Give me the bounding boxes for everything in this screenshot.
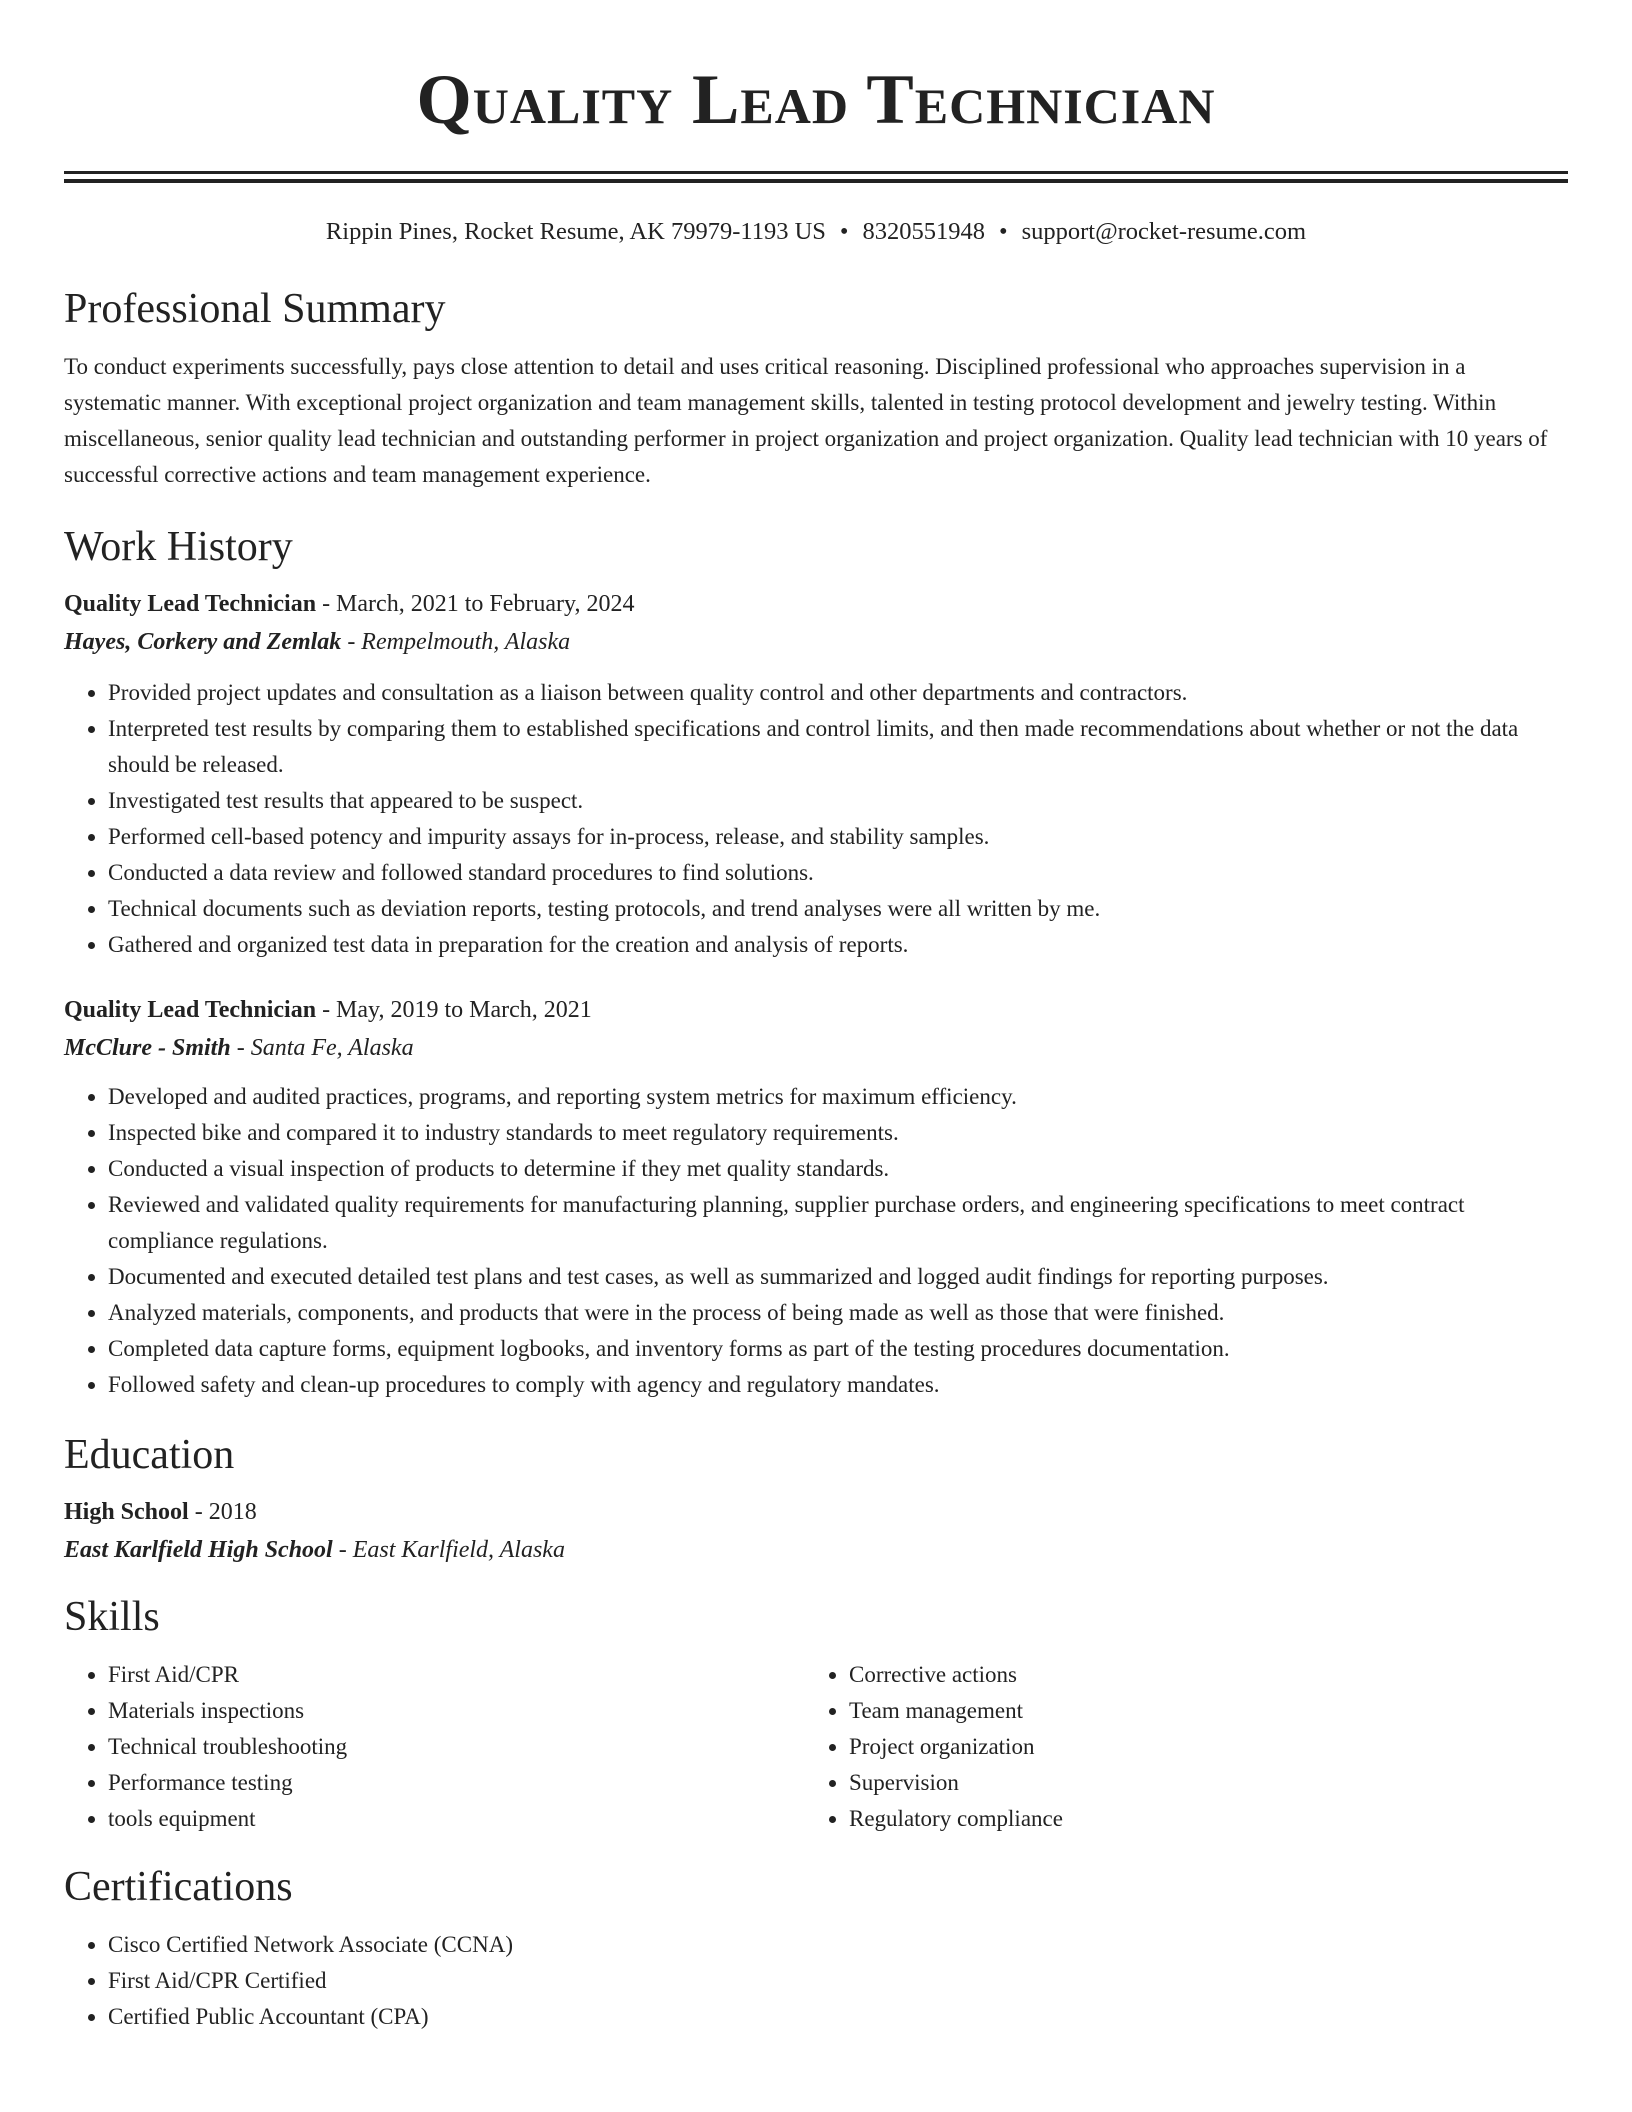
job-company-line [64, 1029, 1568, 1067]
job-company: McClure - Smith [64, 1035, 231, 1061]
list-item: • Followed safety and clean-up procedures to comply with agency and regulatory mandates. [108, 1367, 1568, 1403]
certification-item: • Certified Public Accountant (CPA) [108, 1999, 1568, 2035]
skills-columns [64, 1657, 1568, 1837]
list-item: • Conducted a visual inspection of products to determine if they met quality standards. [108, 1151, 1568, 1187]
list-item: • Inspected bike and compared it to industry standards to meet regulatory requirements. [108, 1115, 1568, 1151]
job-location: - Santa Fe, Alaska [230, 1035, 414, 1061]
skill-item: • Technical troubleshooting [108, 1729, 805, 1765]
skill-item: • Corrective actions [849, 1657, 1546, 1693]
skill-item: • Team management [849, 1693, 1546, 1729]
contact-line [64, 215, 1568, 249]
list-item: • Reviewed and validated quality requirements for manufacturing planning, supplier purchase orders, and engineering specifications to meet contract compliance regulations. [108, 1187, 1568, 1259]
job-bullets [64, 1079, 1568, 1403]
job-entry [64, 585, 1568, 963]
job-company-line [64, 623, 1568, 661]
skill-item: • Regulatory compliance [849, 1801, 1546, 1837]
job-dates: - May, 2019 to March, 2021 [316, 997, 592, 1023]
skill-item: • First Aid/CPR [108, 1657, 805, 1693]
job-location: - Rempelmouth, Alaska [341, 629, 571, 655]
skills-list-left [64, 1657, 805, 1837]
education-degree-line [64, 1493, 1568, 1531]
list-item: • Developed and audited practices, programs, and reporting system metrics for maximum efficiency. [108, 1079, 1568, 1115]
contact-email: support@rocket-resume.com [1021, 218, 1307, 245]
job-entry [64, 991, 1568, 1403]
education-location: - East Karlfield, Alaska [332, 1537, 565, 1563]
skill-item: • Project organization [849, 1729, 1546, 1765]
list-item: • Interpreted test results by comparing them to established specifications and control limits, and then made recommendations about whether or not the data should be released. [108, 711, 1568, 783]
job-bullets [64, 675, 1568, 963]
job-dates: - March, 2021 to February, 2024 [316, 591, 635, 617]
list-item: • Analyzed materials, components, and products that were in the process of being made as well as those that were finished. [108, 1295, 1568, 1331]
summary-text: To conduct experiments successfully, pays close attention to detail and uses critical reasoning. Disciplined professional who approaches supervision in a systematic manner. With exceptional project organization and team management skills, talented in testing protocol development and jewelry testing. Within miscellaneous, senior quality lead technician and outstanding performer in project organization and project organization. Quality lead technician with 10 years of successful corrective actions and team management experience. [64, 354, 1548, 487]
summary-heading: Professional Summary [64, 286, 446, 332]
job-company: Hayes, Corkery and Zemlak [64, 629, 342, 655]
education-entry [64, 1493, 1568, 1569]
skill-item: • Materials inspections [108, 1693, 805, 1729]
list-item: • Technical documents such as deviation reports, testing protocols, and trend analyses were all written by me. [108, 891, 1568, 927]
list-item: • Performed cell-based potency and impurity assays for in-process, release, and stability samples. [108, 819, 1568, 855]
contact-separator: • [839, 218, 849, 245]
list-item: • Conducted a data review and followed standard procedures to find solutions. [108, 855, 1568, 891]
certification-item: • First Aid/CPR Certified [108, 1963, 1568, 1999]
work-history-heading: Work History [64, 524, 293, 570]
education-year: - 2018 [188, 1499, 257, 1525]
resume-title: Quality Lead Technician [416, 61, 1216, 139]
list-item: • Completed data capture forms, equipment logbooks, and inventory forms as part of the testing procedures documentation. [108, 1331, 1568, 1367]
skill-item: • Supervision [849, 1765, 1546, 1801]
contact-address: Rippin Pines, Rocket Resume, AK 79979-1193 US [325, 218, 826, 245]
list-item: • Gathered and organized test data in preparation for the creation and analysis of reports. [108, 927, 1568, 963]
job-title: Quality Lead Technician [64, 591, 317, 617]
title-divider [64, 171, 1568, 183]
list-item: • Provided project updates and consultation as a liaison between quality control and other departments and contractors. [108, 675, 1568, 711]
certifications-heading: Certifications [64, 1864, 293, 1910]
job-title-line [64, 585, 1568, 623]
skills-heading: Skills [64, 1594, 160, 1640]
education-degree: High School [64, 1499, 189, 1525]
skill-item: • tools equipment [108, 1801, 805, 1837]
contact-phone: 8320551948 [862, 218, 985, 245]
certifications-list [64, 1927, 1568, 2035]
certification-item: • Cisco Certified Network Associate (CCNA) [108, 1927, 1568, 1963]
job-title: Quality Lead Technician [64, 997, 317, 1023]
education-heading: Education [64, 1432, 235, 1478]
list-item: • Investigated test results that appeared to be suspect. [108, 783, 1568, 819]
education-school-line [64, 1531, 1568, 1569]
education-school: East Karlfield High School [64, 1537, 333, 1563]
list-item: • Documented and executed detailed test plans and test cases, as well as summarized and logged audit findings for reporting purposes. [108, 1259, 1568, 1295]
skill-item: • Performance testing [108, 1765, 805, 1801]
skills-list-right [805, 1657, 1546, 1837]
job-title-line [64, 991, 1568, 1029]
contact-separator: • [998, 218, 1008, 245]
